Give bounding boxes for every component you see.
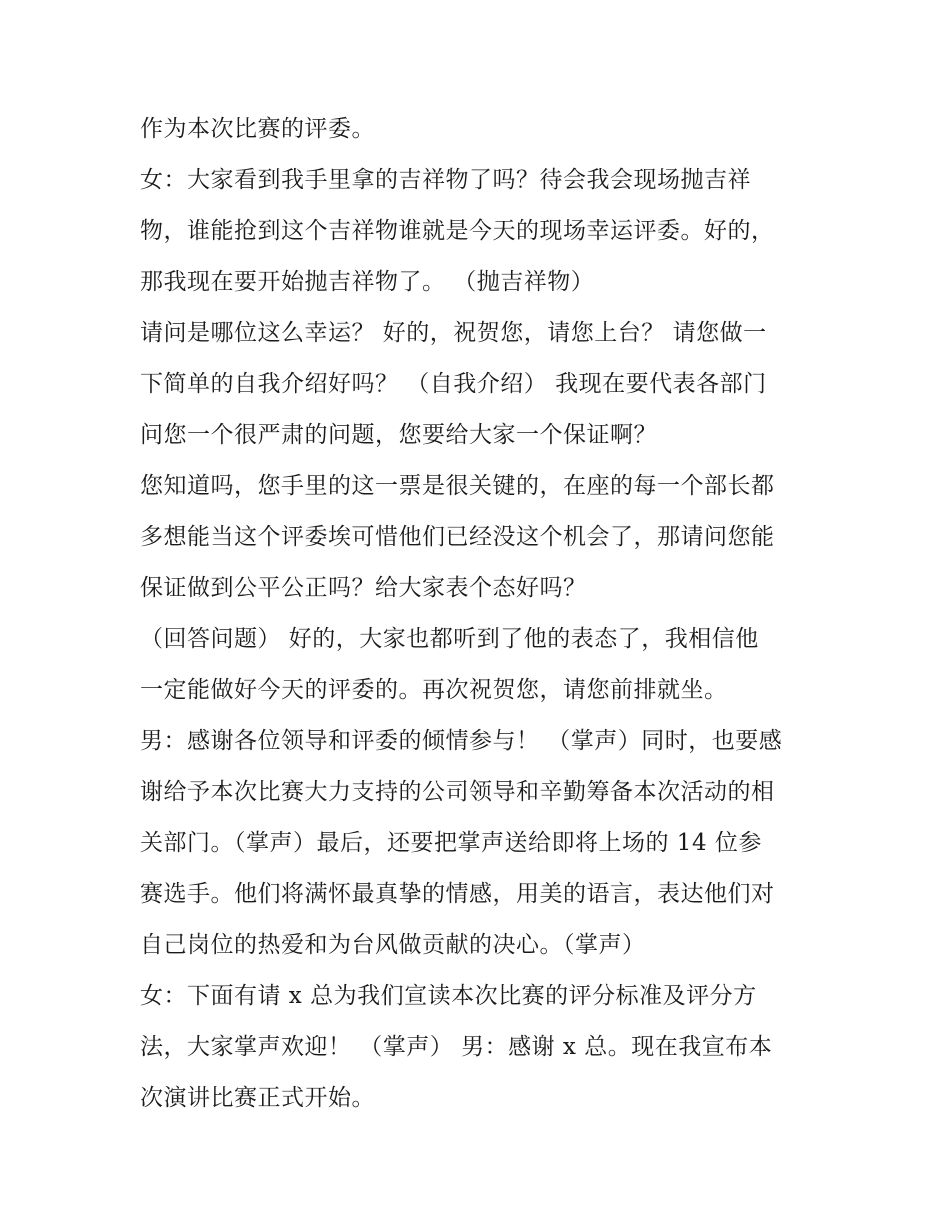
text-line: 女：大家看到我手里拿的吉祥物了吗？待会我会现场抛吉祥 xyxy=(140,167,751,193)
text-line: 您知道吗，您手里的这一票是很关键的，在座的每一个部长都 xyxy=(140,473,775,499)
text-line: 谢给予本次比赛大力支持的公司领导和辛勤筹备本次活动的相 xyxy=(140,779,775,805)
text-line: 赛选手。他们将满怀最真挚的情感，用美的语言，表达他们对 xyxy=(140,881,775,907)
text-line: 问您一个很严肃的问题，您要给大家一个保证啊？ xyxy=(140,422,657,448)
text-line: 下简单的自我介绍好吗？ （自我介绍） 我现在要代表各部门 xyxy=(140,371,767,397)
text-line: 一定能做好今天的评委的。再次祝贺您，请您前排就坐。 xyxy=(140,677,728,703)
text-line: 保证做到公平公正吗？给大家表个态好吗？ xyxy=(140,575,587,601)
text-line: 物，谁能抢到这个吉祥物谁就是今天的现场幸运评委。好的， xyxy=(140,218,775,244)
text-line: 那我现在要开始抛吉祥物了。 （抛吉祥物） xyxy=(140,269,595,295)
text-line: 多想能当这个评委埃可惜他们已经没这个机会了，那请问您能 xyxy=(140,524,775,550)
document-body xyxy=(140,104,830,1124)
text-line: 关部门。（掌声）最后，还要把掌声送给即将上场的 14 位参 xyxy=(140,830,762,856)
text-line: 自己岗位的热爱和为台风做贡献的决心。（掌声） xyxy=(140,932,646,958)
text-line: 女：下面有请 x 总为我们宣读本次比赛的评分标准及评分方 xyxy=(140,983,757,1009)
text-line: 次演讲比赛正式开始。 xyxy=(140,1085,375,1111)
text-line: 法，大家掌声欢迎！ （掌声） 男：感谢 x 总。现在我宣布本 xyxy=(140,1034,773,1060)
text-line: 请问是哪位这么幸运？ 好的，祝贺您，请您上台？ 请您做一 xyxy=(140,320,767,346)
text-line: 作为本次比赛的评委。 xyxy=(140,116,375,142)
text-line: 男：感谢各位领导和评委的倾情参与！ （掌声）同时，也要感 xyxy=(140,728,783,754)
text-line: （回答问题） 好的，大家也都听到了他的表态了，我相信他 xyxy=(140,626,759,652)
